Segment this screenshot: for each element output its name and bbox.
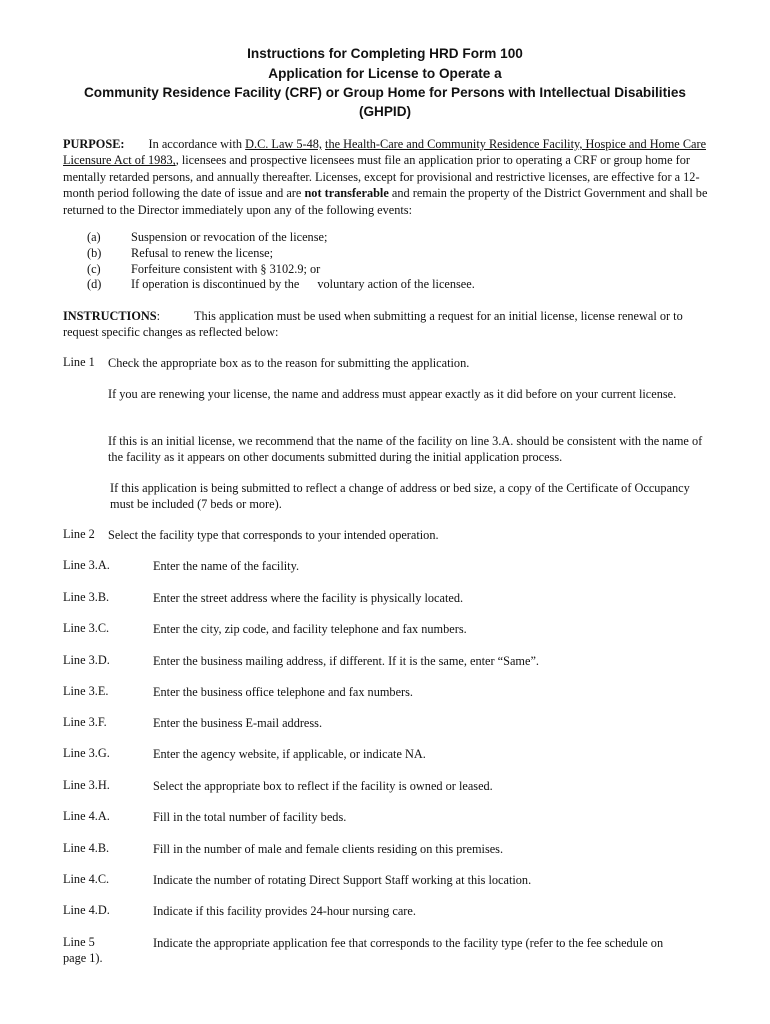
title-line-3: Community Residence Facility (CRF) or Group Home for Persons with Intellectual Disabilities: [83, 85, 686, 100]
line-label: Line 3.F.: [63, 715, 107, 729]
line-text: Fill in the total number of facility beds.: [153, 810, 347, 824]
not-transferable: not transferable: [304, 186, 389, 201]
list-letter: (d): [87, 277, 102, 291]
line-text: Select the appropriate box to reflect if the facility is owned or leased.: [153, 779, 493, 793]
instructions-paragraph: [63, 308, 713, 341]
line-label: Line 4.A.: [63, 809, 110, 823]
list-text: If operation is discontinued by the: [131, 277, 300, 291]
line-label: Line 4.B.: [63, 841, 110, 855]
title-line-4: (GHPID): [358, 104, 412, 119]
line-label: Line 3.C.: [63, 621, 110, 635]
line-1-renew-note: If you are renewing your license, the name and address must appear exactly as it did before on your current license.: [108, 387, 677, 401]
line-label: Line 3.G.: [63, 746, 110, 760]
title-line-2: Application for License to Operate a: [268, 66, 502, 81]
line-2-label: Line 2: [63, 527, 95, 541]
line-label: Line 3.E.: [63, 684, 109, 698]
purpose-label: PURPOSE:: [63, 137, 125, 151]
list-item: [87, 246, 273, 262]
line-1-change-note: If this application is being submitted to reflect a change of address or bed size, a copy of the Certificate of Occupancy must be included (7 beds or more).: [110, 481, 690, 512]
list-item: [87, 277, 475, 293]
line-label: Line 3.H.: [63, 778, 110, 792]
line-label: Line 3.B.: [63, 590, 110, 604]
line-text: Fill in the number of male and female clients residing on this premises.: [153, 842, 504, 856]
list-text: Forfeiture consistent with § 3102.9; or: [131, 262, 321, 276]
instructions-text: This application must be used when submitting a request for an initial license, license renewal or to request specific changes as reflected below:: [63, 309, 683, 340]
line-5-continuation: page 1).: [63, 951, 103, 965]
purpose-text-2: and remain the property of the District Government and shall be returned to the Director immediately upon any of the following events:: [63, 186, 708, 217]
title-line-1: Instructions for Completing HRD Form 100: [247, 46, 523, 61]
line-5-text: Indicate the appropriate application fee that corresponds to the facility type (refer to the fee schedule on: [153, 936, 664, 950]
law-reference: D.C. Law 5-48,: [245, 137, 322, 151]
line-1-text: Check the appropriate box as to the reason for submitting the application.: [108, 356, 470, 370]
line-text: Enter the business mailing address, if different. If it is the same, enter “Same”.: [153, 654, 539, 668]
list-letter: (b): [87, 246, 102, 260]
line-text: Enter the agency website, if applicable, or indicate NA.: [153, 747, 426, 761]
list-letter: (a): [87, 230, 101, 244]
list-text: Refusal to renew the license;: [131, 246, 274, 260]
purpose-intro: In accordance with: [148, 137, 243, 151]
line-text: Indicate if this facility provides 24-hour nursing care.: [153, 904, 416, 918]
instructions-label: INSTRUCTIONS: [63, 309, 157, 323]
line-1-label: Line 1: [63, 355, 95, 369]
line-text: Enter the business E-mail address.: [153, 716, 323, 730]
line-5-label: Line 5: [63, 935, 95, 949]
line-label: Line 3.A.: [63, 558, 110, 572]
purpose-paragraph: [63, 136, 713, 218]
line-text: Indicate the number of rotating Direct Support Staff working at this location.: [153, 873, 532, 887]
line-label: Line 4.C.: [63, 872, 110, 886]
instructions-colon: :: [156, 309, 161, 323]
line-1-initial-note: If this is an initial license, we recommend that the name of the facility on line 3.A. should be consistent with the name of the facility as it appears on other documents submitted during the initial application process.: [108, 434, 703, 465]
line-text: Enter the city, zip code, and facility telephone and fax numbers.: [153, 622, 467, 636]
line-2-text: Select the facility type that corresponds to your intended operation.: [108, 528, 439, 542]
list-text: Suspension or revocation of the license;: [131, 230, 328, 244]
line-label: Line 3.D.: [63, 653, 110, 667]
line-text: Enter the business office telephone and fax numbers.: [153, 685, 413, 699]
list-letter: (c): [87, 262, 101, 276]
list-text-cont: voluntary action of the licensee.: [317, 277, 475, 291]
list-item: [87, 230, 327, 246]
line-text: Enter the name of the facility.: [153, 559, 300, 573]
line-label: Line 4.D.: [63, 903, 110, 917]
act-reference: the Health-Care and Community Residence Facility, Hospice and Home Care Licensure Act of 1983,: [63, 137, 707, 168]
line-text: Enter the street address where the facility is physically located.: [153, 591, 464, 605]
purpose-text-1: , licensees and prospective licensees must file an application prior to operating a CRF or group home for mentally retarded persons, and annually thereafter. Licenses, except for provisional and restrictive licenses, are effective for a 12-month period following the date of issue and are: [63, 153, 700, 201]
list-item: [87, 262, 320, 278]
